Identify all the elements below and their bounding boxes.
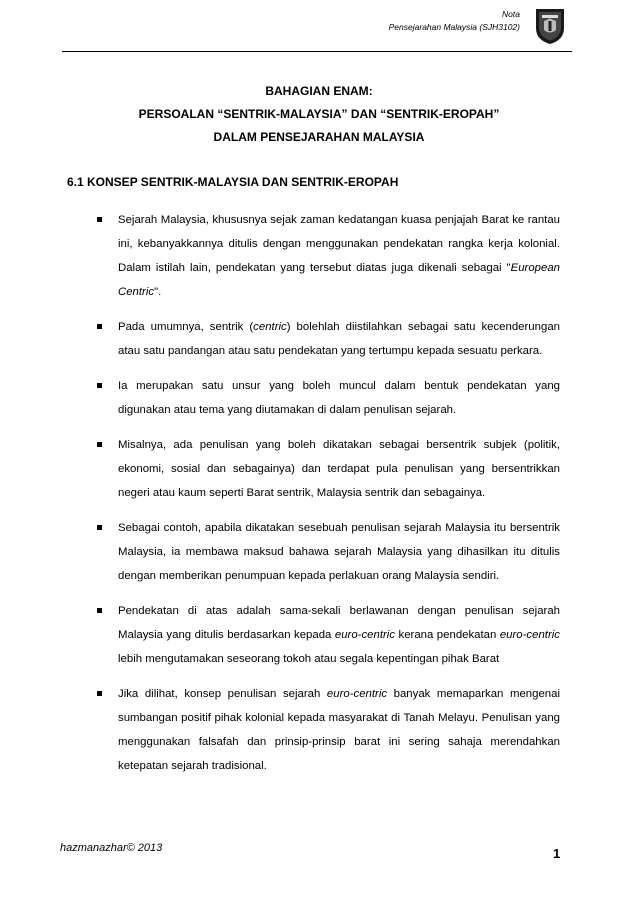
italic-term: euro-centric [334,629,396,641]
title-line-3: DALAM PENSEJARAHAN MALAYSIA [213,130,425,144]
italic-term: euro-centric [499,629,560,641]
page-header [389,8,520,34]
document-title [0,80,638,149]
page-number: 1 [553,846,561,861]
header-course-title: Pensejarahan Malaysia (SJH3102) [388,22,520,32]
university-crest-icon [530,6,570,46]
title-line-1: BAHAGIAN ENAM: [265,84,373,98]
bullet-list [94,208,560,789]
text-run: ) bolehlah diistilahkan sebagai satu kecenderungan atau satu pandangan atau satu pendekatan yang tertumpu kepada sesuatu perkara. [118,321,560,357]
list-item [94,682,560,778]
list-item [94,208,560,304]
list-item: Sebagai contoh, apabila dikatakan sesebuah penulisan sejarah Malaysia itu bersentrik Malaysia, ia membawa maksud bahawa sejarah Malaysia yang dihasilkan itu ditulis dengan memberikan penumpuan kepada perlakuan orang Malaysia sendiri. [94,516,560,588]
text-run: lebih mengutamakan seseorang tokoh atau segala kepentingan pihak Barat [118,653,500,665]
list-item [94,599,560,671]
title-line-2: PERSOALAN “SENTRIK-MALAYSIA” DAN “SENTRIK-EROPAH” [138,107,500,121]
text-run: ". [154,286,162,298]
text-run: Jika dilihat, konsep penulisan sejarah [118,688,327,700]
italic-term: centric [253,321,287,333]
text-run: kerana pendekatan [395,629,500,641]
text-run: Pada umumnya, sentrik ( [118,321,254,333]
header-divider [62,51,572,52]
text-run: Sejarah Malaysia, khususnya sejak zaman kedatangan kuasa penjajah Barat ke rantau ini, kebanyakkannya ditulis dengan menggunakan pendekatan rangka kerja kolonial. Dalam istilah lain, pendekatan yang tersebut diatas juga dikenali sebagai " [118,214,560,274]
italic-term: European Centric [118,262,560,298]
list-item: Ia merupakan satu unsur yang boleh muncul dalam bentuk pendekatan yang digunakan atau tema yang diutamakan di dalam penulisan sejarah. [94,374,560,422]
text-run: Pendekatan di atas adalah sama-sekali berlawanan dengan penulisan sejarah Malaysia yang ditulis berdasarkan kepada [118,605,560,641]
list-item: Misalnya, ada penulisan yang boleh dikatakan sebagai bersentrik subjek (politik, ekonomi, sosial dan sebagainya) dan terdapat pula penulisan yang bersentrikkan negeri atau kaum seperti Barat sentrik, Malaysia sentrik dan sebagainya. [94,433,560,505]
section-heading: 6.1 KONSEP SENTRIK-MALAYSIA DAN SENTRIK-EROPAH [67,175,399,189]
text-run: banyak memaparkan mengenai sumbangan positif pihak kolonial kepada masyarakat di Tanah Melayu. Penulisan yang menggunakan falsafah dan prinsip-prinsip barat ini sering sahaja merendahkan ketepatan sejarah tradisional. [118,688,560,772]
list-item [94,315,560,363]
italic-term: euro-centric [326,688,388,700]
footer-copyright: hazmanazhar© 2013 [60,842,163,854]
header-note-label: Nota [502,9,520,19]
